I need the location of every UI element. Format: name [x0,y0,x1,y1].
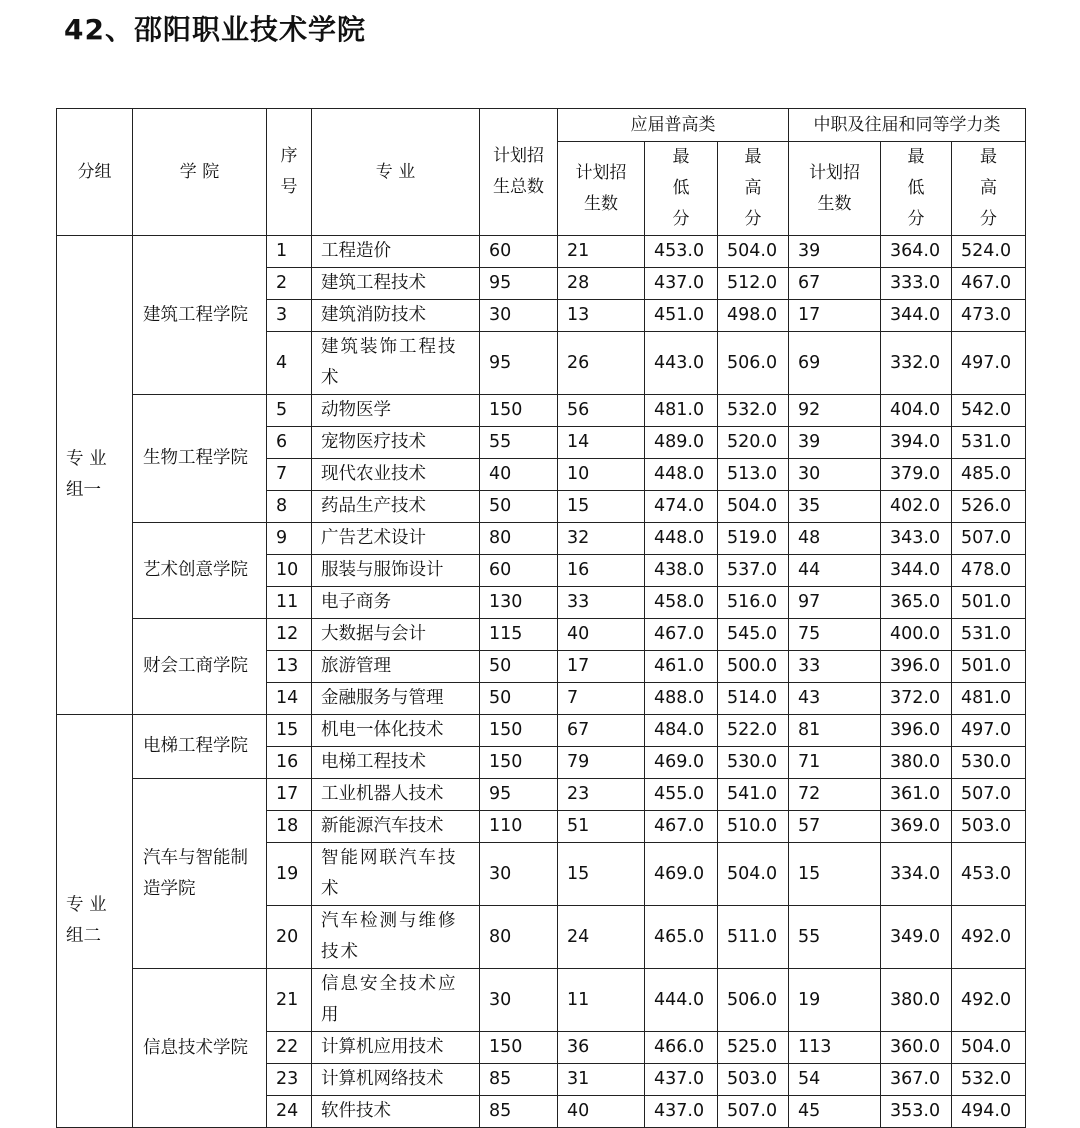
cell-v-min: 400.0 [881,619,952,651]
header-major: 专 业 [312,109,480,236]
cell-v-min: 344.0 [881,300,952,332]
cell-f-plan: 79 [558,747,645,779]
cell-seq: 11 [267,587,312,619]
cell-total: 40 [480,459,558,491]
cell-f-max: 504.0 [718,236,789,268]
cell-seq: 24 [267,1096,312,1128]
cell-total: 150 [480,715,558,747]
cell-f-plan: 67 [558,715,645,747]
cell-v-max: 478.0 [952,555,1026,587]
cell-major: 旅游管理 [312,651,480,683]
cell-f-plan: 16 [558,555,645,587]
cell-v-plan: 71 [789,747,881,779]
cell-seq: 8 [267,491,312,523]
cell-f-max: 530.0 [718,747,789,779]
cell-v-plan: 57 [789,811,881,843]
cell-v-plan: 67 [789,268,881,300]
cell-f-max: 516.0 [718,587,789,619]
cell-f-max: 519.0 [718,523,789,555]
cell-f-plan: 21 [558,236,645,268]
cell-f-plan: 17 [558,651,645,683]
group-cell: 专 业组二 [57,715,133,1128]
cell-v-max: 507.0 [952,779,1026,811]
cell-f-min: 484.0 [645,715,718,747]
cell-v-plan: 92 [789,395,881,427]
cell-f-min: 443.0 [645,332,718,395]
cell-major: 电梯工程技术 [312,747,480,779]
cell-seq: 13 [267,651,312,683]
cell-total: 150 [480,1032,558,1064]
cell-major: 智能网联汽车技术 [312,843,480,906]
cell-f-min: 488.0 [645,683,718,715]
college-cell: 汽车与智能制造学院 [133,779,267,969]
cell-v-max: 501.0 [952,587,1026,619]
cell-v-min: 380.0 [881,747,952,779]
cell-v-min: 380.0 [881,969,952,1032]
cell-v-min: 364.0 [881,236,952,268]
cell-f-max: 532.0 [718,395,789,427]
cell-f-plan: 36 [558,1032,645,1064]
cell-f-min: 467.0 [645,619,718,651]
cell-f-max: 510.0 [718,811,789,843]
cell-v-max: 473.0 [952,300,1026,332]
cell-v-plan: 43 [789,683,881,715]
cell-v-plan: 44 [789,555,881,587]
cell-seq: 12 [267,619,312,651]
cell-v-min: 369.0 [881,811,952,843]
cell-total: 60 [480,555,558,587]
cell-major: 软件技术 [312,1096,480,1128]
cell-v-plan: 72 [789,779,881,811]
cell-seq: 19 [267,843,312,906]
cell-f-max: 520.0 [718,427,789,459]
cell-f-plan: 11 [558,969,645,1032]
cell-f-plan: 40 [558,619,645,651]
cell-total: 30 [480,300,558,332]
header-group: 分组 [57,109,133,236]
cell-v-max: 497.0 [952,715,1026,747]
cell-f-min: 448.0 [645,459,718,491]
cell-v-min: 334.0 [881,843,952,906]
cell-total: 85 [480,1096,558,1128]
cell-major: 电子商务 [312,587,480,619]
cell-v-min: 404.0 [881,395,952,427]
cell-total: 150 [480,747,558,779]
cell-v-max: 494.0 [952,1096,1026,1128]
cell-seq: 23 [267,1064,312,1096]
cell-f-max: 506.0 [718,332,789,395]
table-row [57,395,1026,427]
cell-f-min: 466.0 [645,1032,718,1064]
table-row [57,619,1026,651]
cell-total: 95 [480,268,558,300]
cell-v-min: 394.0 [881,427,952,459]
cell-total: 115 [480,619,558,651]
cell-f-min: 451.0 [645,300,718,332]
cell-v-max: 524.0 [952,236,1026,268]
cell-f-min: 458.0 [645,587,718,619]
cell-v-min: 379.0 [881,459,952,491]
cell-major: 机电一体化技术 [312,715,480,747]
cell-major: 计算机网络技术 [312,1064,480,1096]
cell-f-min: 469.0 [645,843,718,906]
cell-f-min: 474.0 [645,491,718,523]
cell-v-max: 532.0 [952,1064,1026,1096]
cell-v-max: 526.0 [952,491,1026,523]
cell-v-max: 485.0 [952,459,1026,491]
cell-major: 动物医学 [312,395,480,427]
cell-f-plan: 15 [558,491,645,523]
cell-f-plan: 10 [558,459,645,491]
cell-f-plan: 56 [558,395,645,427]
cell-f-max: 500.0 [718,651,789,683]
cell-seq: 7 [267,459,312,491]
group-cell: 专 业组一 [57,236,133,715]
cell-seq: 16 [267,747,312,779]
cell-f-min: 437.0 [645,1064,718,1096]
cell-major: 建筑消防技术 [312,300,480,332]
cell-f-min: 437.0 [645,268,718,300]
cell-f-min: 489.0 [645,427,718,459]
cell-f-min: 467.0 [645,811,718,843]
admission-table [56,108,1026,1128]
cell-f-min: 469.0 [645,747,718,779]
cell-total: 55 [480,427,558,459]
cell-v-max: 542.0 [952,395,1026,427]
cell-f-plan: 7 [558,683,645,715]
cell-major: 建筑装饰工程技术 [312,332,480,395]
cell-v-plan: 113 [789,1032,881,1064]
cell-seq: 3 [267,300,312,332]
cell-seq: 22 [267,1032,312,1064]
cell-major: 信息安全技术应用 [312,969,480,1032]
cell-seq: 5 [267,395,312,427]
cell-v-min: 372.0 [881,683,952,715]
cell-v-max: 530.0 [952,747,1026,779]
header-voc-plan: 计划招生数 [789,142,881,236]
cell-f-max: 511.0 [718,906,789,969]
cell-total: 110 [480,811,558,843]
college-cell: 信息技术学院 [133,969,267,1128]
cell-f-plan: 51 [558,811,645,843]
cell-total: 50 [480,491,558,523]
cell-v-max: 481.0 [952,683,1026,715]
cell-v-plan: 81 [789,715,881,747]
cell-v-plan: 45 [789,1096,881,1128]
header-total: 计划招生总数 [480,109,558,236]
college-cell: 艺术创意学院 [133,523,267,619]
cell-f-plan: 33 [558,587,645,619]
cell-v-min: 353.0 [881,1096,952,1128]
header-fresh-plan: 计划招生数 [558,142,645,236]
cell-seq: 1 [267,236,312,268]
cell-total: 80 [480,906,558,969]
cell-seq: 15 [267,715,312,747]
cell-f-max: 545.0 [718,619,789,651]
table-row [57,236,1026,268]
cell-total: 30 [480,843,558,906]
cell-f-plan: 14 [558,427,645,459]
cell-f-max: 514.0 [718,683,789,715]
cell-f-max: 498.0 [718,300,789,332]
cell-f-max: 503.0 [718,1064,789,1096]
cell-v-plan: 39 [789,236,881,268]
cell-seq: 14 [267,683,312,715]
cell-v-max: 504.0 [952,1032,1026,1064]
cell-major: 新能源汽车技术 [312,811,480,843]
cell-major: 现代农业技术 [312,459,480,491]
cell-v-plan: 30 [789,459,881,491]
college-cell: 生物工程学院 [133,395,267,523]
cell-v-plan: 39 [789,427,881,459]
cell-f-min: 444.0 [645,969,718,1032]
table-row [57,779,1026,811]
cell-v-plan: 33 [789,651,881,683]
cell-v-min: 396.0 [881,715,952,747]
header-college: 学 院 [133,109,267,236]
cell-seq: 10 [267,555,312,587]
cell-v-min: 344.0 [881,555,952,587]
cell-f-max: 506.0 [718,969,789,1032]
cell-major: 汽车检测与维修技术 [312,906,480,969]
cell-f-max: 507.0 [718,1096,789,1128]
cell-seq: 9 [267,523,312,555]
cell-f-plan: 24 [558,906,645,969]
cell-f-min: 455.0 [645,779,718,811]
cell-f-min: 481.0 [645,395,718,427]
cell-f-max: 537.0 [718,555,789,587]
cell-f-max: 513.0 [718,459,789,491]
header-fresh-max: 最高分 [718,142,789,236]
cell-f-min: 453.0 [645,236,718,268]
cell-v-plan: 15 [789,843,881,906]
cell-v-max: 531.0 [952,427,1026,459]
cell-v-plan: 69 [789,332,881,395]
cell-f-plan: 31 [558,1064,645,1096]
cell-v-plan: 19 [789,969,881,1032]
cell-total: 50 [480,651,558,683]
cell-v-max: 507.0 [952,523,1026,555]
cell-v-plan: 75 [789,619,881,651]
header-voc-max: 最高分 [952,142,1026,236]
cell-f-min: 465.0 [645,906,718,969]
cell-seq: 17 [267,779,312,811]
cell-major: 计算机应用技术 [312,1032,480,1064]
cell-v-min: 343.0 [881,523,952,555]
cell-f-max: 512.0 [718,268,789,300]
cell-v-plan: 54 [789,1064,881,1096]
cell-seq: 2 [267,268,312,300]
table-row [57,969,1026,1032]
cell-seq: 4 [267,332,312,395]
cell-total: 50 [480,683,558,715]
cell-major: 建筑工程技术 [312,268,480,300]
cell-v-min: 367.0 [881,1064,952,1096]
cell-v-plan: 35 [789,491,881,523]
cell-f-min: 437.0 [645,1096,718,1128]
cell-major: 药品生产技术 [312,491,480,523]
cell-v-plan: 48 [789,523,881,555]
cell-f-max: 541.0 [718,779,789,811]
cell-f-max: 525.0 [718,1032,789,1064]
cell-f-min: 448.0 [645,523,718,555]
cell-v-max: 531.0 [952,619,1026,651]
cell-v-max: 501.0 [952,651,1026,683]
cell-seq: 21 [267,969,312,1032]
cell-f-plan: 15 [558,843,645,906]
header-fresh-group: 应届普高类 [558,109,789,142]
cell-f-plan: 13 [558,300,645,332]
cell-seq: 20 [267,906,312,969]
cell-v-min: 332.0 [881,332,952,395]
cell-v-plan: 97 [789,587,881,619]
cell-total: 130 [480,587,558,619]
header-voc-min: 最低分 [881,142,952,236]
header-fresh-min: 最低分 [645,142,718,236]
cell-f-min: 438.0 [645,555,718,587]
cell-total: 150 [480,395,558,427]
cell-v-max: 503.0 [952,811,1026,843]
cell-f-plan: 23 [558,779,645,811]
cell-v-max: 492.0 [952,969,1026,1032]
cell-v-min: 360.0 [881,1032,952,1064]
cell-v-min: 349.0 [881,906,952,969]
cell-f-plan: 28 [558,268,645,300]
cell-f-min: 461.0 [645,651,718,683]
cell-total: 30 [480,969,558,1032]
cell-total: 95 [480,332,558,395]
college-cell: 电梯工程学院 [133,715,267,779]
cell-v-max: 492.0 [952,906,1026,969]
cell-total: 60 [480,236,558,268]
cell-v-min: 402.0 [881,491,952,523]
cell-f-plan: 32 [558,523,645,555]
cell-seq: 18 [267,811,312,843]
cell-f-plan: 26 [558,332,645,395]
college-cell: 建筑工程学院 [133,236,267,395]
cell-v-plan: 17 [789,300,881,332]
cell-v-min: 396.0 [881,651,952,683]
cell-major: 广告艺术设计 [312,523,480,555]
table-row [57,523,1026,555]
cell-major: 工业机器人技术 [312,779,480,811]
cell-major: 工程造价 [312,236,480,268]
cell-total: 85 [480,1064,558,1096]
cell-major: 服装与服饰设计 [312,555,480,587]
cell-major: 宠物医疗技术 [312,427,480,459]
cell-v-max: 453.0 [952,843,1026,906]
cell-v-plan: 55 [789,906,881,969]
cell-seq: 6 [267,427,312,459]
cell-v-max: 467.0 [952,268,1026,300]
cell-total: 80 [480,523,558,555]
header-vocational-group: 中职及往届和同等学力类 [789,109,1026,142]
cell-f-max: 522.0 [718,715,789,747]
cell-v-max: 497.0 [952,332,1026,395]
college-cell: 财会工商学院 [133,619,267,715]
cell-major: 大数据与会计 [312,619,480,651]
header-seq: 序号 [267,109,312,236]
cell-f-plan: 40 [558,1096,645,1128]
table-row [57,715,1026,747]
cell-v-min: 361.0 [881,779,952,811]
table-body [57,236,1026,1128]
page-title: 42、邵阳职业技术学院 [64,13,366,46]
cell-v-min: 333.0 [881,268,952,300]
cell-f-max: 504.0 [718,491,789,523]
cell-v-min: 365.0 [881,587,952,619]
cell-total: 95 [480,779,558,811]
cell-f-max: 504.0 [718,843,789,906]
cell-major: 金融服务与管理 [312,683,480,715]
